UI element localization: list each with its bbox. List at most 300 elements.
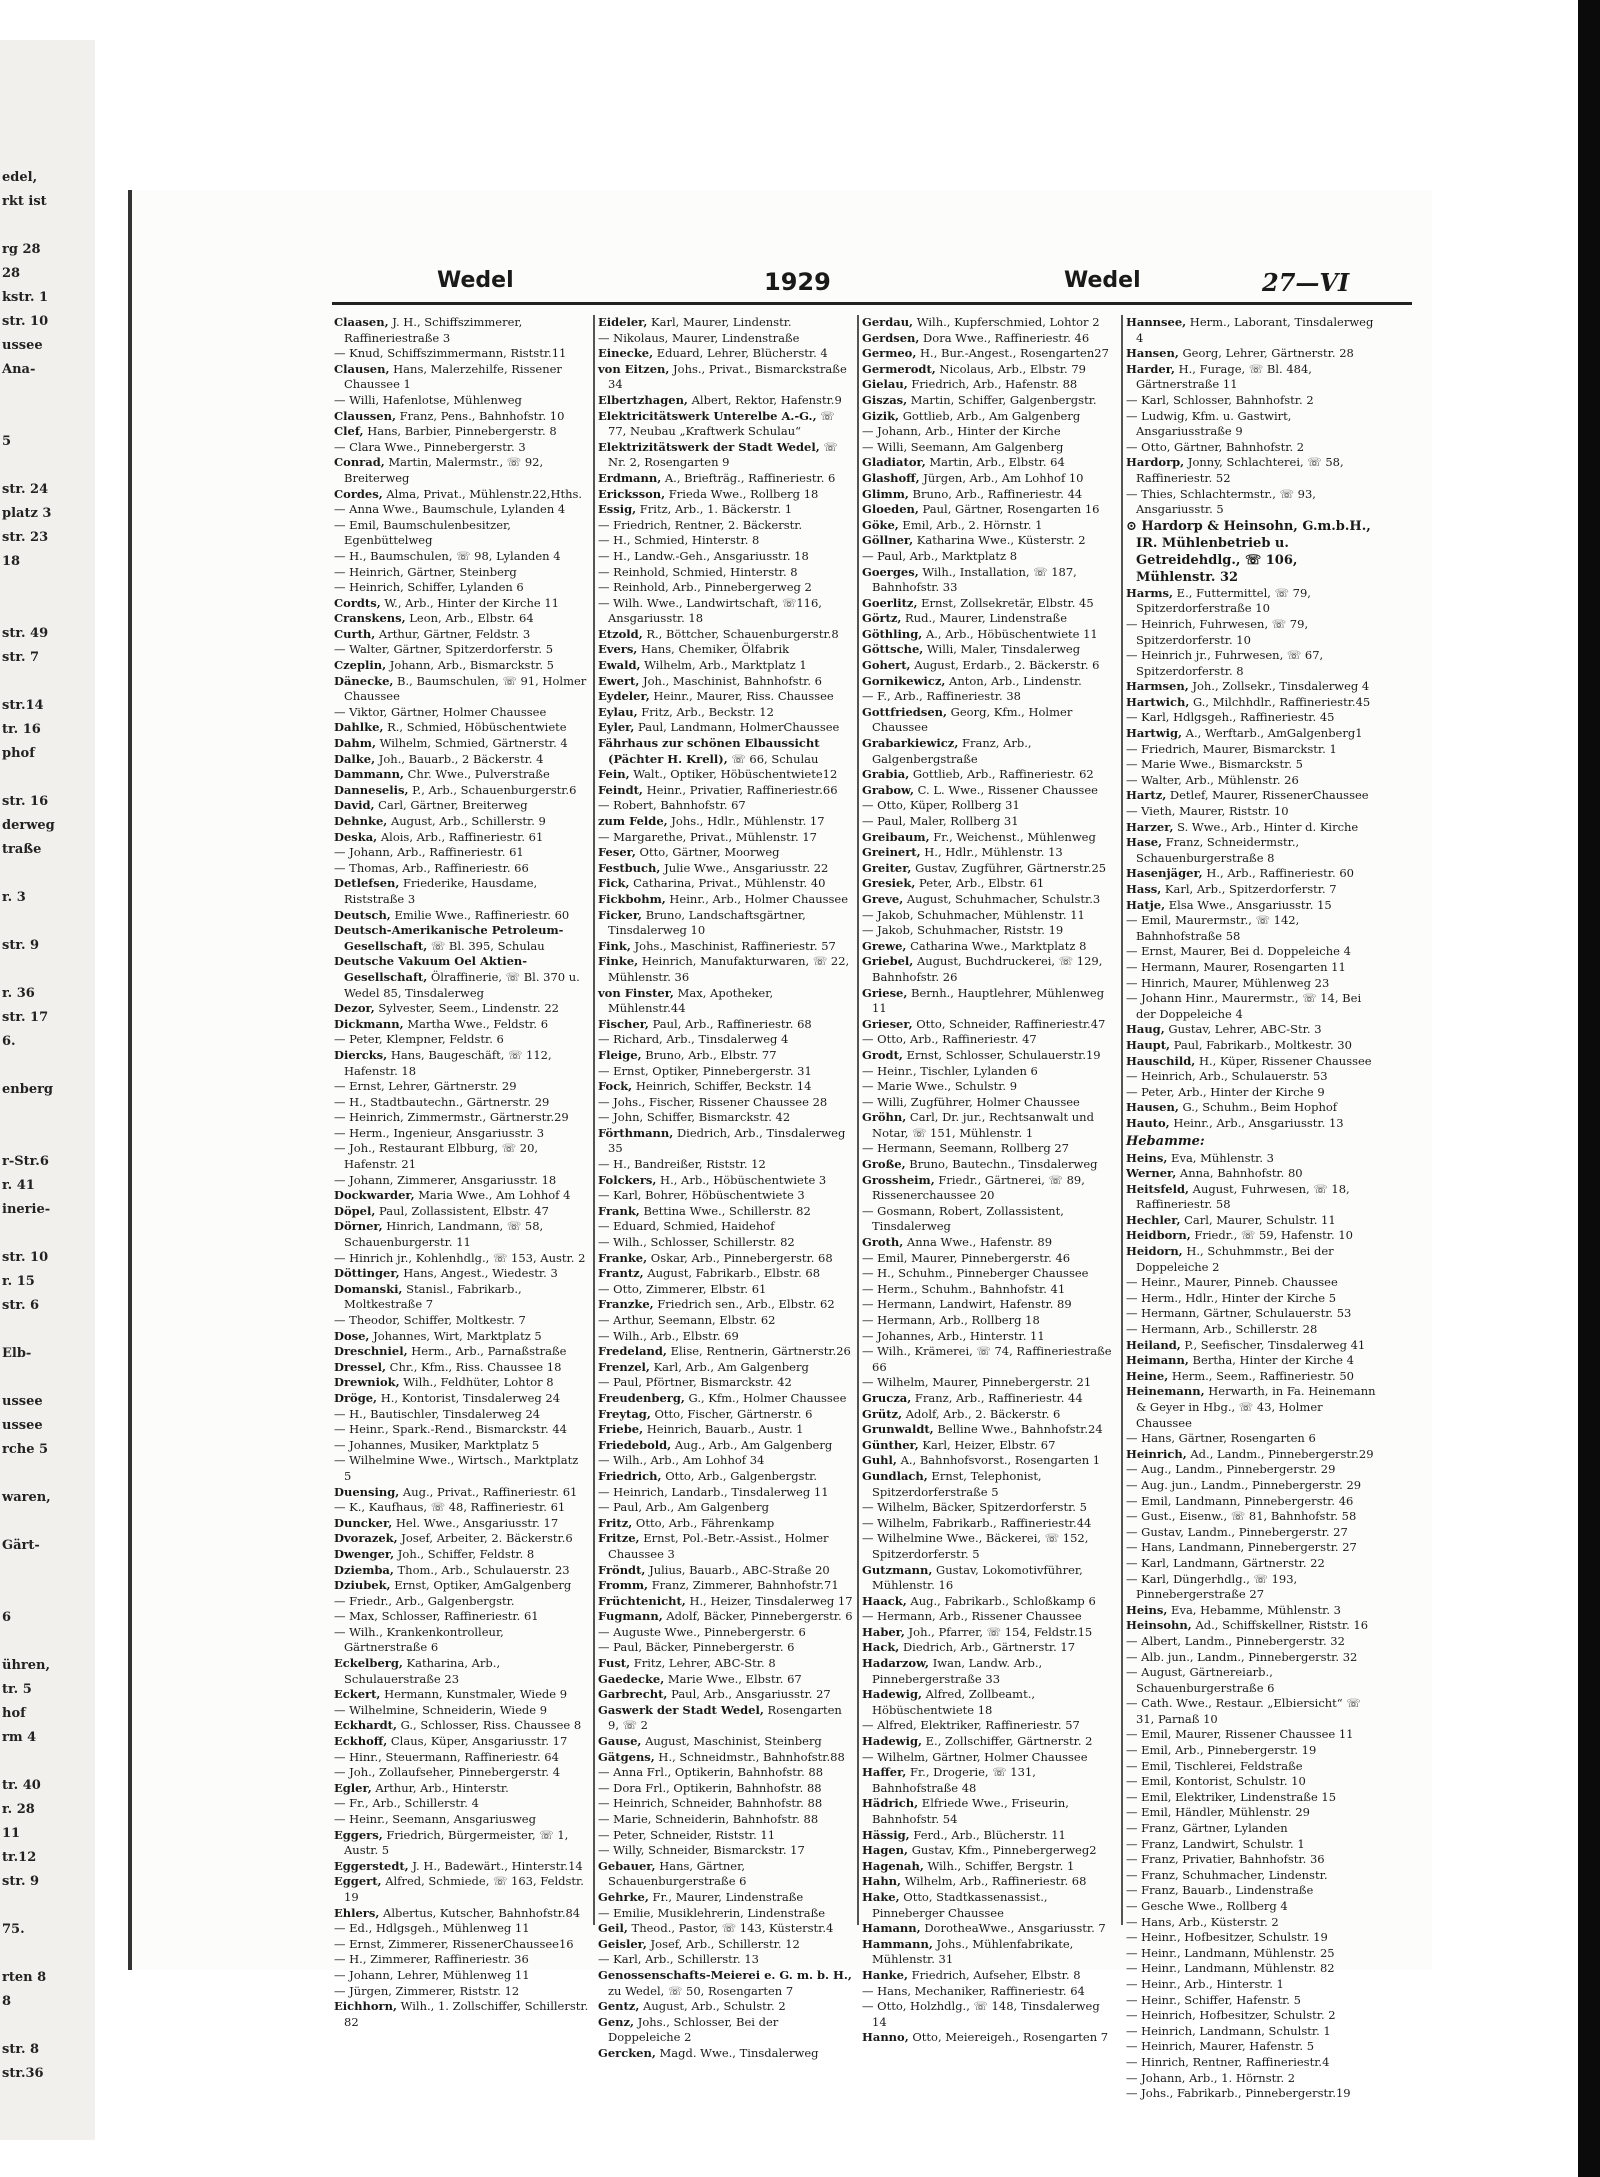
directory-entry: Eylau, Fritz, Arb., Beckstr. 12	[598, 704, 774, 719]
directory-entry: — H., Bandreißer, Riststr. 12	[598, 1157, 766, 1172]
directory-entry: — Thies, Schlachtermstr., ☏ 93, Ansgariusstr. 5	[1126, 486, 1316, 517]
directory-entry: — Wilhelm, Gärtner, Holmer Chaussee	[862, 1749, 1088, 1764]
directory-entry: — Heinr., Arb., Hinterstr. 1	[1126, 1976, 1284, 1991]
directory-entry: — Heinrich, Landarb., Tinsdalerweg 11	[598, 1484, 829, 1499]
directory-entry: Fröndt, Julius, Bauarb., ABC-Straße 20	[598, 1562, 830, 1577]
directory-entry: Heinrich, Ad., Landm., Pinnebergerstr.29	[1126, 1446, 1374, 1461]
directory-entry: — Willi, Seemann, Am Galgenberg	[862, 439, 1064, 454]
strip-text: str. 16	[2, 794, 49, 809]
directory-entry: — Friedr., Arb., Galgenbergstr.	[334, 1593, 515, 1608]
directory-entry: — Thomas, Arb., Raffineriestr. 66	[334, 860, 529, 875]
directory-entry: Fink, Johs., Maschinist, Raffineriestr. 57	[598, 938, 836, 953]
directory-entry: Fick, Catharina, Privat., Mühlenstr. 40	[598, 876, 826, 891]
directory-entry: Hake, Otto, Stadtkassenassist., Pinneberger Chaussee	[862, 1889, 1048, 1920]
directory-entry: Claasen, J. H., Schiffszimmerer, Raffineriestraße 3	[334, 315, 523, 345]
directory-entry: — Paul, Maler, Rollberg 31	[862, 814, 1019, 828]
directory-entry: Evers, Hans, Chemiker, Ölfabrik	[598, 642, 790, 657]
directory-entry: — Wilhelm, Fabrikarb., Raffineriestr.44	[862, 1515, 1092, 1530]
page-number: 27—VI	[1262, 268, 1350, 297]
directory-entry: — Karl, Arb., Schillerstr. 13	[598, 1952, 759, 1967]
directory-entry: Friebe, Heinrich, Bauarb., Austr. 1	[598, 1422, 804, 1437]
directory-entry: — Jakob, Schuhmacher, Mühlenstr. 11	[862, 907, 1085, 922]
directory-entry: Harms, E., Futtermittel, ☏ 79, Spitzerdorferstraße 10	[1126, 585, 1311, 616]
directory-entry: — Heinr., Tischler, Lylanden 6	[862, 1063, 1038, 1078]
directory-entry: Gizik, Gottlieb, Arb., Am Galgenberg	[862, 408, 1081, 423]
directory-entry: Dvorazek, Josef, Arbeiter, 2. Bäckerstr.6	[334, 1531, 573, 1546]
directory-entry: Eggert, Alfred, Schmiede, ☏ 163, Feldstr. 19	[334, 1874, 584, 1904]
directory-entry: — Ed., Hdlgsgeh., Mühlenweg 11	[334, 1921, 530, 1936]
strip-text: str. 7	[2, 650, 40, 665]
directory-entry: — Joh., Zollaufseher, Pinnebergerstr. 4	[334, 1765, 561, 1780]
directory-entry: Gohert, August, Erdarb., 2. Bäckerstr. 6	[862, 658, 1100, 673]
directory-entry: — Karl, Schlosser, Bahnhofstr. 2	[1126, 392, 1314, 407]
directory-entry: — Marie Wwe., Schulstr. 9	[862, 1079, 1018, 1094]
column-divider	[857, 315, 859, 1925]
directory-entry: — Herm., Ingenieur, Ansgariusstr. 3	[334, 1125, 545, 1140]
directory-entry: — Fr., Arb., Schillerstr. 4	[334, 1796, 479, 1811]
directory-entry: Fickbohm, Heinr., Arb., Holmer Chaussee	[598, 891, 849, 906]
strip-text: 18	[2, 554, 21, 569]
directory-entry: — Knud, Schiffszimmermann, Riststr.11	[334, 346, 567, 361]
directory-entry: Elektrizitätswerk der Stadt Wedel, ☏ Nr. 2, Rosengarten 9	[598, 439, 838, 470]
directory-entry: — Auguste Wwe., Pinnebergerstr. 6	[598, 1624, 806, 1639]
strip-text: r-Str.6	[2, 1154, 49, 1169]
directory-entry: Eideler, Karl, Maurer, Lindenstr.	[598, 315, 792, 329]
strip-text: r. 36	[2, 986, 35, 1001]
directory-entry: — F., Arb., Raffineriestr. 38	[862, 689, 1021, 704]
directory-entry: Grieser, Otto, Schneider, Raffineriestr.47	[862, 1016, 1106, 1031]
directory-entry: — Otto, Arb., Raffineriestr. 47	[862, 1032, 1037, 1047]
directory-entry: Gundlach, Ernst, Telephonist, Spitzerdorferstraße 5	[862, 1468, 1042, 1499]
directory-entry: Hanke, Friedrich, Aufseher, Elbstr. 8	[862, 1967, 1081, 1982]
directory-entry: Heimann, Bertha, Hinter der Kirche 4	[1126, 1353, 1354, 1368]
directory-entry: — Ernst, Maurer, Bei d. Doppeleiche 4	[1126, 944, 1351, 959]
directory-entry: Frank, Bettina Wwe., Schillerstr. 82	[598, 1203, 811, 1218]
directory-entry: Dziemba, Thom., Arb., Schulauerstr. 23	[334, 1562, 570, 1577]
directory-entry: Hannsee, Herm., Laborant, Tinsdalerweg 4	[1126, 315, 1374, 345]
directory-entry: — Hermann, Landwirt, Hafenstr. 89	[862, 1297, 1072, 1312]
directory-entry: Essig, Fritz, Arb., 1. Bäckerstr. 1	[598, 502, 793, 517]
column-1	[334, 315, 589, 2029]
directory-entry: Haber, Joh., Pfarrer, ☏ 154, Feldstr.15	[862, 1624, 1093, 1639]
strip-text: edel,	[2, 170, 38, 185]
directory-entry: Fritz, Otto, Arb., Fährenkamp	[598, 1515, 775, 1530]
directory-entry: — Hinr., Steuermann, Raffineriestr. 64	[334, 1749, 559, 1764]
directory-entry: Döttinger, Hans, Angest., Wiedestr. 3	[334, 1266, 558, 1281]
directory-entry: — Eduard, Schmied, Haidehof	[598, 1219, 775, 1234]
directory-entry: Dziubek, Ernst, Optiker, AmGalgenberg	[334, 1578, 572, 1593]
directory-entry: — Karl, Hdlgsgeh., Raffineriestr. 45	[1126, 710, 1335, 725]
directory-entry: — Heinrich, Fuhrwesen, ☏ 79, Spitzerdorferstr. 10	[1126, 616, 1309, 647]
directory-entry: — H., Zimmerer, Raffineriestr. 36	[334, 1952, 529, 1967]
strip-text: str. 23	[2, 530, 49, 545]
directory-entry: — Heinr., Landmann, Mühlenstr. 82	[1126, 1961, 1335, 1976]
directory-entry: Haffer, Fr., Drogerie, ☏ 131, Bahnhofstraße 48	[862, 1765, 1036, 1795]
directory-entry: Heidborn, Friedr., ☏ 59, Hafenstr. 10	[1126, 1228, 1353, 1243]
directory-entry: — Heinrich, Zimmermstr., Gärtnerstr.29	[334, 1110, 569, 1125]
directory-entry: Germeo, H., Bur.-Angest., Rosengarten27	[862, 346, 1109, 361]
section-heading: Hebamme:	[1126, 1133, 1205, 1149]
directory-entry: — Anna Frl., Optikerin, Bahnhofstr. 88	[598, 1765, 824, 1780]
directory-entry: — Wilhelmine, Schneiderin, Wiede 9	[334, 1702, 548, 1717]
directory-entry: — Wilh. Wwe., Landwirtschaft, ☏116, Ansgariusstr. 18	[598, 595, 822, 626]
directory-entry: Fischer, Paul, Arb., Raffineriestr. 68	[598, 1016, 812, 1031]
strip-text: r. 41	[2, 1178, 35, 1193]
directory-entry: Etzold, R., Böttcher, Schauenburgerstr.8	[598, 626, 839, 641]
directory-entry: — Herm., Hdlr., Hinter der Kirche 5	[1126, 1290, 1337, 1305]
directory-entry: — Otto, Zimmerer, Elbstr. 61	[598, 1281, 767, 1296]
directory-entry: — Johann Hinr., Maurermstr., ☏ 14, Bei der Doppeleiche 4	[1126, 991, 1362, 1021]
directory-entry: Griese, Bernh., Hauptlehrer, Mühlenweg 11	[862, 985, 1105, 1016]
directory-entry: Greibaum, Fr., Weichenst., Mühlenweg	[862, 829, 1096, 844]
directory-entry: Haack, Aug., Fabrikarb., Schloßkamp 6	[862, 1593, 1096, 1608]
directory-entry: — Willy, Schneider, Bismarckstr. 17	[598, 1843, 805, 1858]
directory-entry: — Emil, Händler, Mühlenstr. 29	[1126, 1805, 1310, 1820]
directory-entry: — Peter, Schneider, Riststr. 11	[598, 1827, 776, 1842]
strip-text: str. 8	[2, 2042, 40, 2057]
directory-entry: Griebel, August, Buchdruckerei, ☏ 129, Bahnhofstr. 26	[862, 954, 1103, 984]
directory-entry: Dose, Johannes, Wirt, Marktplatz 5	[334, 1328, 542, 1343]
directory-entry: — Max, Schlosser, Raffineriestr. 61	[334, 1609, 539, 1624]
directory-entry: Diercks, Hans, Baugeschäft, ☏ 112, Hafenstr. 18	[334, 1047, 552, 1078]
directory-entry: — Otto, Holzhdlg., ☏ 148, Tinsdalerweg 14	[862, 1999, 1100, 2029]
directory-entry: — Heinr., Hofbesitzer, Schulstr. 19	[1126, 1930, 1328, 1945]
directory-entry: — Emil, Maurer, Rissener Chaussee 11	[1126, 1727, 1354, 1742]
directory-entry: — Heinrich, Hofbesitzer, Schulstr. 2	[1126, 2008, 1336, 2023]
directory-entry: Freytag, Otto, Fischer, Gärtnerstr. 6	[598, 1406, 813, 1421]
directory-entry: Goerlitz, Ernst, Zollsekretär, Elbstr. 45	[862, 595, 1094, 610]
directory-entry: Heinsohn, Ad., Schiffskellner, Riststr. 16	[1126, 1618, 1369, 1633]
directory-entry: — Richard, Arb., Tinsdalerweg 4	[598, 1032, 789, 1047]
directory-entry: — Otto, Küper, Rollberg 31	[862, 798, 1020, 813]
directory-entry: Ehlers, Albertus, Kutscher, Bahnhofstr.84	[334, 1905, 581, 1920]
directory-entry: Große, Bruno, Bautechn., Tinsdalerweg	[862, 1157, 1098, 1172]
directory-entry: — Emil, Maurer, Pinnebergerstr. 46	[862, 1250, 1071, 1265]
directory-entry: Dänecke, B., Baumschulen, ☏ 91, Holmer Chaussee	[334, 673, 587, 704]
directory-entry: — Aug., Landm., Pinnebergerstr. 29	[1126, 1462, 1336, 1477]
directory-entry: — Johann, Zimmerer, Ansgariusstr. 18	[334, 1172, 557, 1187]
strip-text: ussee	[2, 1394, 43, 1409]
directory-entry: Hahn, Wilhelm, Arb., Raffineriestr. 68	[862, 1874, 1087, 1889]
strip-text: rm 4	[2, 1730, 37, 1745]
directory-entry: Gehrke, Fr., Maurer, Lindenstraße	[598, 1889, 804, 1904]
directory-entry: Gercken, Magd. Wwe., Tinsdalerweg	[598, 2045, 819, 2060]
directory-entry: David, Carl, Gärtner, Breiterweg	[334, 798, 528, 813]
directory-entry: — John, Schiffer, Bismarckstr. 42	[598, 1110, 791, 1125]
strip-text: str. 10	[2, 314, 49, 329]
directory-entry: Glashoff, Jürgen, Arb., Am Lohhof 10	[862, 470, 1084, 485]
directory-entry: Hack, Diedrich, Arb., Gärtnerstr. 17	[862, 1640, 1076, 1655]
directory-entry: Grabarkiewicz, Franz, Arb., Galgenbergstraße	[862, 736, 1032, 766]
directory-entry: — Friedrich, Maurer, Bismarckstr. 1	[1126, 741, 1337, 756]
strip-text: phof	[2, 746, 35, 761]
strip-text: hof	[2, 1706, 26, 1721]
directory-entry: — Wilhelmine Wwe., Wirtsch., Marktplatz 5	[334, 1453, 579, 1483]
directory-entry: Clef, Hans, Barbier, Pinnebergerstr. 8	[334, 424, 557, 439]
directory-entry: Fock, Heinrich, Schiffer, Beckstr. 14	[598, 1079, 812, 1094]
directory-entry: Fein, Walt., Optiker, Höbüschentwiete12	[598, 767, 838, 782]
directory-entry: — Viktor, Gärtner, Holmer Chaussee	[334, 704, 547, 719]
directory-entry: Gloeden, Paul, Gärtner, Rosengarten 16	[862, 502, 1100, 517]
directory-entry: Greve, August, Schuhmacher, Schulstr.3	[862, 891, 1101, 906]
directory-entry: — Otto, Gärtner, Bahnhofstr. 2	[1126, 439, 1305, 454]
directory-entry: Hechler, Carl, Maurer, Schulstr. 11	[1126, 1212, 1336, 1227]
directory-entry: Gaswerk der Stadt Wedel, Rosengarten 9, ☏ 2	[598, 1702, 842, 1733]
directory-entry: Hausen, G., Schuhm., Beim Hophof	[1126, 1100, 1338, 1115]
directory-entry: Deutsch, Emilie Wwe., Raffineriestr. 60	[334, 907, 570, 922]
strip-text: rche 5	[2, 1442, 49, 1457]
directory-entry: Dickmann, Martha Wwe., Feldstr. 6	[334, 1016, 549, 1031]
directory-entry: — Anna Wwe., Baumschule, Lylanden 4	[334, 502, 566, 517]
directory-entry: Eydeler, Heinr., Maurer, Riss. Chaussee	[598, 689, 834, 704]
strip-text: ussee	[2, 1418, 43, 1433]
directory-entry: — H., Baumschulen, ☏ 98, Lylanden 4	[334, 548, 561, 563]
directory-entry: — Gustav, Landm., Pinnebergerstr. 27	[1126, 1524, 1348, 1539]
directory-entry: — Reinhold, Schmied, Hinterstr. 8	[598, 564, 798, 579]
strip-text: ühren,	[2, 1658, 51, 1673]
directory-entry: Gerdsen, Dora Wwe., Raffineriestr. 46	[862, 330, 1090, 345]
directory-entry: Gornikewicz, Anton, Arb., Lindenstr.	[862, 673, 1082, 688]
strip-text: str. 49	[2, 626, 49, 641]
directory-entry: Gottfriedsen, Georg, Kfm., Holmer Chaussee	[862, 704, 1073, 735]
directory-entry: — Wilh., Arb., Am Lohhof 34	[598, 1453, 765, 1468]
directory-entry: Grabia, Gottlieb, Arb., Raffineriestr. 62	[862, 767, 1094, 782]
directory-entry: Deutsche Vakuum Oel Aktien-Gesellschaft, Ölraffinerie, ☏ Bl. 370 u. Wedel 85, Tinsdalerweg	[334, 954, 580, 1000]
directory-entry: Harder, H., Furage, ☏ Bl. 484, Gärtnerstraße 11	[1126, 361, 1312, 392]
directory-entry: Grodt, Ernst, Schlosser, Schulauerstr.19	[862, 1047, 1101, 1062]
directory-entry: — Heinr., Schiffer, Hafenstr. 5	[1126, 1992, 1301, 2007]
directory-entry: Ericksson, Frieda Wwe., Rollberg 18	[598, 486, 819, 501]
directory-entry: Frantz, August, Fabrikarb., Elbstr. 68	[598, 1266, 821, 1281]
directory-entry: Förthmann, Diedrich, Arb., Tinsdalerweg 35	[598, 1125, 846, 1156]
directory-entry: Heine, Herm., Seem., Raffineriestr. 50	[1126, 1368, 1354, 1383]
directory-entry: Cranskens, Leon, Arb., Elbstr. 64	[334, 611, 534, 626]
strip-text: tr.12	[2, 1850, 37, 1865]
directory-entry: — Alfred, Elektriker, Raffineriestr. 57	[862, 1718, 1080, 1733]
directory-entry: — Cath. Wwe., Restaur. „Elbiersicht“ ☏ 31, Parnaß 10	[1126, 1696, 1361, 1726]
strip-text: Ana-	[2, 362, 36, 377]
directory-entry: — Paul, Arb., Marktplatz 8	[862, 548, 1018, 563]
directory-entry: Hase, Franz, Schneidermstr., Schauenburgerstraße 8	[1126, 835, 1300, 865]
directory-entry: — Hermann, Gärtner, Schulauerstr. 53	[1126, 1306, 1352, 1321]
strip-text: rg 28	[2, 242, 41, 257]
directory-entry: Heins, Eva, Mühlenstr. 3	[1126, 1150, 1274, 1165]
directory-entry: Gutzmann, Gustav, Lokomotivführer, Mühlenstr. 16	[862, 1562, 1083, 1593]
strip-text: 6	[2, 1610, 12, 1625]
directory-entry: — Dora Frl., Optikerin, Bahnhofstr. 88	[598, 1780, 822, 1795]
directory-entry: Germerodt, Nicolaus, Arb., Elbstr. 79	[862, 361, 1086, 376]
directory-entry: Dockwarder, Maria Wwe., Am Lohhof 4	[334, 1188, 571, 1203]
directory-entry: — Heinr., Landmann, Mühlenstr. 25	[1126, 1945, 1335, 1960]
directory-entry: Dreschniel, Herm., Arb., Parnaßstraße	[334, 1344, 567, 1359]
directory-entry: — Hermann, Maurer, Rosengarten 11	[1126, 959, 1346, 974]
directory-entry: — Karl, Landmann, Gärtnerstr. 22	[1126, 1555, 1325, 1570]
strip-text: 28	[2, 266, 21, 281]
directory-entry: — Johann, Arb., Raffineriestr. 61	[334, 845, 524, 860]
directory-entry: — Heinrich, Gärtner, Steinberg	[334, 564, 517, 579]
directory-entry: — Heinr., Spark.-Rend., Bismarckstr. 44	[334, 1422, 567, 1437]
directory-entry: Dwenger, Joh., Schiffer, Feldstr. 8	[334, 1546, 535, 1561]
directory-entry: Ewald, Wilhelm, Arb., Marktplatz 1	[598, 658, 807, 673]
directory-entry: Hädrich, Elfriede Wwe., Friseurin, Bahnhofstr. 54	[862, 1796, 1069, 1826]
directory-entry: — Paul, Bäcker, Pinnebergerstr. 6	[598, 1640, 795, 1655]
directory-entry: — Wilhelmine Wwe., Bäckerei, ☏ 152, Spitzerdorferstr. 5	[862, 1531, 1089, 1561]
strip-text: str.36	[2, 2066, 44, 2081]
directory-entry: — H., Stadtbautechn., Gärtnerstr. 29	[334, 1094, 550, 1109]
directory-entry: Dahlke, R., Schmied, Höbüschentwiete	[334, 720, 567, 735]
directory-entry: — Hermann, Arb., Rissener Chaussee	[862, 1609, 1082, 1624]
directory-entry: — Heinrich, Landmann, Schulstr. 1	[1126, 2023, 1331, 2038]
directory-entry: Hammann, Johs., Mühlenfabrikate, Mühlenstr. 31	[862, 1936, 1074, 1967]
directory-entry: Heitsfeld, August, Fuhrwesen, ☏ 18, Raffineriestr. 58	[1126, 1181, 1350, 1212]
directory-entry: — Clara Wwe., Pinnebergerstr. 3	[334, 439, 526, 454]
strip-text: enberg	[2, 1082, 54, 1097]
strip-text: tr. 16	[2, 722, 41, 737]
directory-entry: Grabow, C. L. Wwe., Rissener Chaussee	[862, 782, 1098, 797]
strip-text: Gärt-	[2, 1538, 40, 1553]
directory-entry: von Finster, Max, Apotheker, Mühlenstr.44	[598, 985, 774, 1016]
directory-entry: — H., Bautischler, Tinsdalerweg 24	[334, 1406, 541, 1421]
strip-text: r. 28	[2, 1802, 35, 1817]
directory-entry: — K., Kaufhaus, ☏ 48, Raffineriestr. 61	[334, 1500, 566, 1515]
directory-entry: — Emil, Landmann, Pinnebergerstr. 46	[1126, 1493, 1354, 1508]
directory-entry: Hatje, Elsa Wwe., Ansgariusstr. 15	[1126, 897, 1332, 912]
directory-entry: Eichhorn, Wilh., 1. Zollschiffer, Schillerstr. 82	[334, 1999, 589, 2029]
directory-entry: Genz, Johs., Schlosser, Bei der Doppeleiche 2	[598, 2014, 779, 2045]
directory-entry: Grunwaldt, Belline Wwe., Bahnhofstr.24	[862, 1422, 1103, 1437]
directory-entry: Früchtenicht, H., Heizer, Tinsdalerweg 17	[598, 1593, 853, 1608]
directory-entry: — Aug. jun., Landm., Pinnebergerstr. 29	[1126, 1477, 1362, 1492]
directory-entry: Fromm, Franz, Zimmerer, Bahnhofstr.71	[598, 1578, 839, 1593]
directory-entry: — Emil, Arb., Pinnebergerstr. 19	[1126, 1743, 1317, 1758]
directory-entry: Heins, Eva, Hebamme, Mühlenstr. 3	[1126, 1602, 1341, 1617]
directory-entry: Friedebold, Aug., Arb., Am Galgenberg	[598, 1437, 833, 1452]
directory-entry: Elbertzhagen, Albert, Rektor, Hafenstr.9	[598, 392, 842, 407]
directory-entry: Gielau, Friedrich, Arb., Hafenstr. 88	[862, 377, 1078, 392]
directory-entry: Haug, Gustav, Lehrer, ABC-Str. 3	[1126, 1022, 1322, 1037]
directory-entry: — Peter, Arb., Hinter der Kirche 9	[1126, 1084, 1325, 1099]
directory-entry: — Hinrich, Rentner, Raffineriestr.4	[1126, 2054, 1330, 2069]
directory-entry: Hamann, DorotheaWwe., Ansgariusstr. 7	[862, 1921, 1106, 1936]
directory-entry: — Theodor, Schiffer, Moltkestr. 7	[334, 1313, 526, 1327]
directory-entry: — Hermann, Arb., Rollberg 18	[862, 1313, 1040, 1327]
directory-entry: Feindt, Heinr., Privatier, Raffineriestr.66	[598, 782, 838, 797]
directory-entry: Grewe, Catharina Wwe., Marktplatz 8	[862, 938, 1087, 953]
previous-page-strip	[0, 40, 95, 2140]
directory-entry: Folckers, H., Arb., Höbüschentwiete 3	[598, 1172, 827, 1187]
directory-entry: — Johannes, Arb., Hinterstr. 11	[862, 1328, 1045, 1343]
directory-entry: Günther, Karl, Heizer, Elbstr. 67	[862, 1437, 1056, 1452]
strip-text: inerie-	[2, 1202, 51, 1217]
directory-entry: Claussen, Franz, Pens., Bahnhofstr. 10	[334, 408, 565, 423]
directory-entry: Garbrecht, Paul, Arb., Ansgariusstr. 27	[598, 1687, 831, 1702]
directory-entry: — Arthur, Seemann, Elbstr. 62	[598, 1313, 776, 1327]
directory-entry: Hadewig, Alfred, Zollbeamt., Höbüschentwiete 18	[862, 1687, 1036, 1717]
directory-entry: — Karl, Düngerhdlg., ☏ 193, Pinnebergerstraße 27	[1126, 1571, 1298, 1602]
strip-text: 8	[2, 1994, 12, 2009]
directory-entry: Drewniok, Wilh., Feldhüter, Lohtor 8	[334, 1375, 554, 1390]
directory-entry: Dahm, Wilhelm, Schmied, Gärtnerstr. 4	[334, 736, 568, 751]
column-3	[862, 315, 1117, 2045]
strip-text: str. 6	[2, 1298, 40, 1313]
strip-text: Elb-	[2, 1346, 32, 1361]
directory-entry: Göthling, A., Arb., Höbüschentwiete 11	[862, 626, 1098, 641]
directory-entry: Gätgens, H., Schneidmstr., Bahnhofstr.88	[598, 1749, 845, 1764]
directory-entry: — H., Landw.-Geh., Ansgariusstr. 18	[598, 548, 809, 563]
directory-entry: — Franz, Gärtner, Lylanden	[1126, 1821, 1288, 1836]
directory-entry: Freudenberg, G., Kfm., Holmer Chaussee	[598, 1390, 847, 1405]
directory-entry: Einecke, Eduard, Lehrer, Blücherstr. 4	[598, 346, 828, 361]
directory-entry: Dalke, Joh., Bauarb., 2 Bäckerstr. 4	[334, 751, 544, 766]
directory-entry: Heidorn, H., Schuhmmstr., Bei der Doppeleiche 2	[1126, 1244, 1334, 1274]
directory-entry: von Eitzen, Johs., Privat., Bismarckstraße 34	[598, 361, 847, 392]
directory-entry: Greiter, Gustav, Zugführer, Gärtnerstr.25	[862, 860, 1107, 875]
directory-entry: Duncker, Hel. Wwe., Ansgariusstr. 17	[334, 1515, 559, 1530]
directory-entry: Eckelberg, Katharina, Arb., Schulauerstraße 23	[334, 1656, 501, 1686]
directory-entry: Heiland, P., Seefischer, Tinsdalerweg 41	[1126, 1337, 1366, 1352]
directory-entry: Duensing, Aug., Privat., Raffineriestr. 61	[334, 1484, 578, 1499]
directory-entry: Cordts, W., Arb., Hinter der Kirche 11	[334, 595, 560, 610]
directory-entry: ⊙ Hardorp & Heinsohn, G.m.b.H., IR. Mühlenbetrieb u. Getreidehdlg., ☏ 106, Mühlenstr. 32	[1126, 518, 1371, 585]
directory-entry: — Ernst, Lehrer, Gärtnerstr. 29	[334, 1079, 517, 1094]
directory-entry: — Heinrich, Arb., Schulauerstr. 53	[1126, 1069, 1328, 1084]
directory-entry: Detlefsen, Friederike, Hausdame, Riststraße 3	[334, 876, 538, 906]
directory-entry: — Karl, Bohrer, Höbüschentwiete 3	[598, 1188, 805, 1203]
directory-entry: Elektricitätswerk Unterelbe A.-G., ☏ 77, Neubau „Kraftwerk Schulau“	[598, 408, 835, 439]
directory-entry: Fugmann, Adolf, Bäcker, Pinnebergerstr. 6	[598, 1609, 853, 1624]
directory-entry: Frenzel, Karl, Arb., Am Galgenberg	[598, 1359, 809, 1374]
strip-text: str. 9	[2, 938, 40, 953]
directory-entry: — Gosmann, Robert, Zollassistent, Tinsdalerweg	[862, 1203, 1064, 1234]
directory-entry: — Emil, Tischlerei, Feldstraße	[1126, 1758, 1303, 1773]
strip-text: str. 9	[2, 1874, 40, 1889]
directory-entry: — August, Gärtnereiarb., Schauenburgerstraße 6	[1126, 1665, 1275, 1695]
directory-entry: Greinert, H., Hdlr., Mühlenstr. 13	[862, 845, 1063, 860]
directory-entry: Haupt, Paul, Fabrikarb., Moltkestr. 30	[1126, 1037, 1352, 1052]
strip-text: 5	[2, 434, 12, 449]
directory-entry: — Emil, Maurermstr., ☏ 142, Bahnhofstraße 58	[1126, 913, 1300, 943]
directory-entry: — Joh., Restaurant Elbburg, ☏ 20, Hafenstr. 21	[334, 1141, 539, 1172]
directory-entry: — Wilh., Krämerei, ☏ 74, Raffineriestraße 66	[862, 1344, 1112, 1374]
directory-entry: — Wilh., Arb., Elbstr. 69	[598, 1328, 739, 1343]
directory-entry: Göllner, Katharina Wwe., Küsterstr. 2	[862, 533, 1086, 548]
directory-entry: Grossheim, Friedr., Gärtnerei, ☏ 89, Rissenerchaussee 20	[862, 1172, 1085, 1203]
directory-entry: Giszas, Martin, Schiffer, Galgenbergstr.	[862, 392, 1097, 407]
directory-entry: Gebauer, Hans, Gärtner, Schauenburgerstraße 6	[598, 1858, 747, 1889]
directory-entry: Döpel, Paul, Zollassistent, Elbstr. 47	[334, 1203, 549, 1218]
directory-entry: — Hans, Landmann, Pinnebergerstr. 27	[1126, 1540, 1357, 1555]
strip-text: platz 3	[2, 506, 52, 521]
directory-entry: — Johs., Fischer, Rissener Chaussee 28	[598, 1094, 828, 1109]
directory-entry: Hadewig, E., Zollschiffer, Gärtnerstr. 2	[862, 1734, 1093, 1749]
directory-entry: — Hinrich jr., Kohlenhdlg., ☏ 153, Austr. 2	[334, 1250, 586, 1265]
column-2	[598, 315, 853, 2060]
directory-entry: Czeplin, Johann, Arb., Bismarckstr. 5	[334, 658, 554, 673]
directory-entry: — Heinr., Maurer, Pinneb. Chaussee	[1126, 1275, 1338, 1290]
directory-entry: Domanski, Stanisl., Fabrikarb., Moltkestraße 7	[334, 1281, 522, 1312]
column-divider	[1121, 315, 1123, 1925]
directory-entry: Egler, Arthur, Arb., Hinterstr.	[334, 1780, 509, 1795]
directory-entry: — Jürgen, Zimmerer, Riststr. 12	[334, 1983, 520, 1998]
directory-entry: Dressel, Chr., Kfm., Riss. Chaussee 18	[334, 1359, 562, 1374]
directory-entry: Goerges, Wilh., Installation, ☏ 187, Bahnhofstr. 33	[862, 564, 1077, 595]
strip-text: r. 15	[2, 1274, 35, 1289]
directory-entry: — Franz, Bauarb., Lindenstraße	[1126, 1883, 1314, 1898]
directory-entry: Hanno, Otto, Meiereigeh., Rosengarten 7	[862, 2030, 1109, 2045]
directory-entry: Finke, Heinrich, Manufakturwaren, ☏ 22, Mühlenstr. 36	[598, 954, 850, 984]
directory-entry: Fritze, Ernst, Pol.-Betr.-Assist., Holmer Chaussee 3	[598, 1531, 829, 1561]
directory-entry: — Gust., Eisenw., ☏ 81, Bahnhofstr. 58	[1126, 1509, 1357, 1524]
